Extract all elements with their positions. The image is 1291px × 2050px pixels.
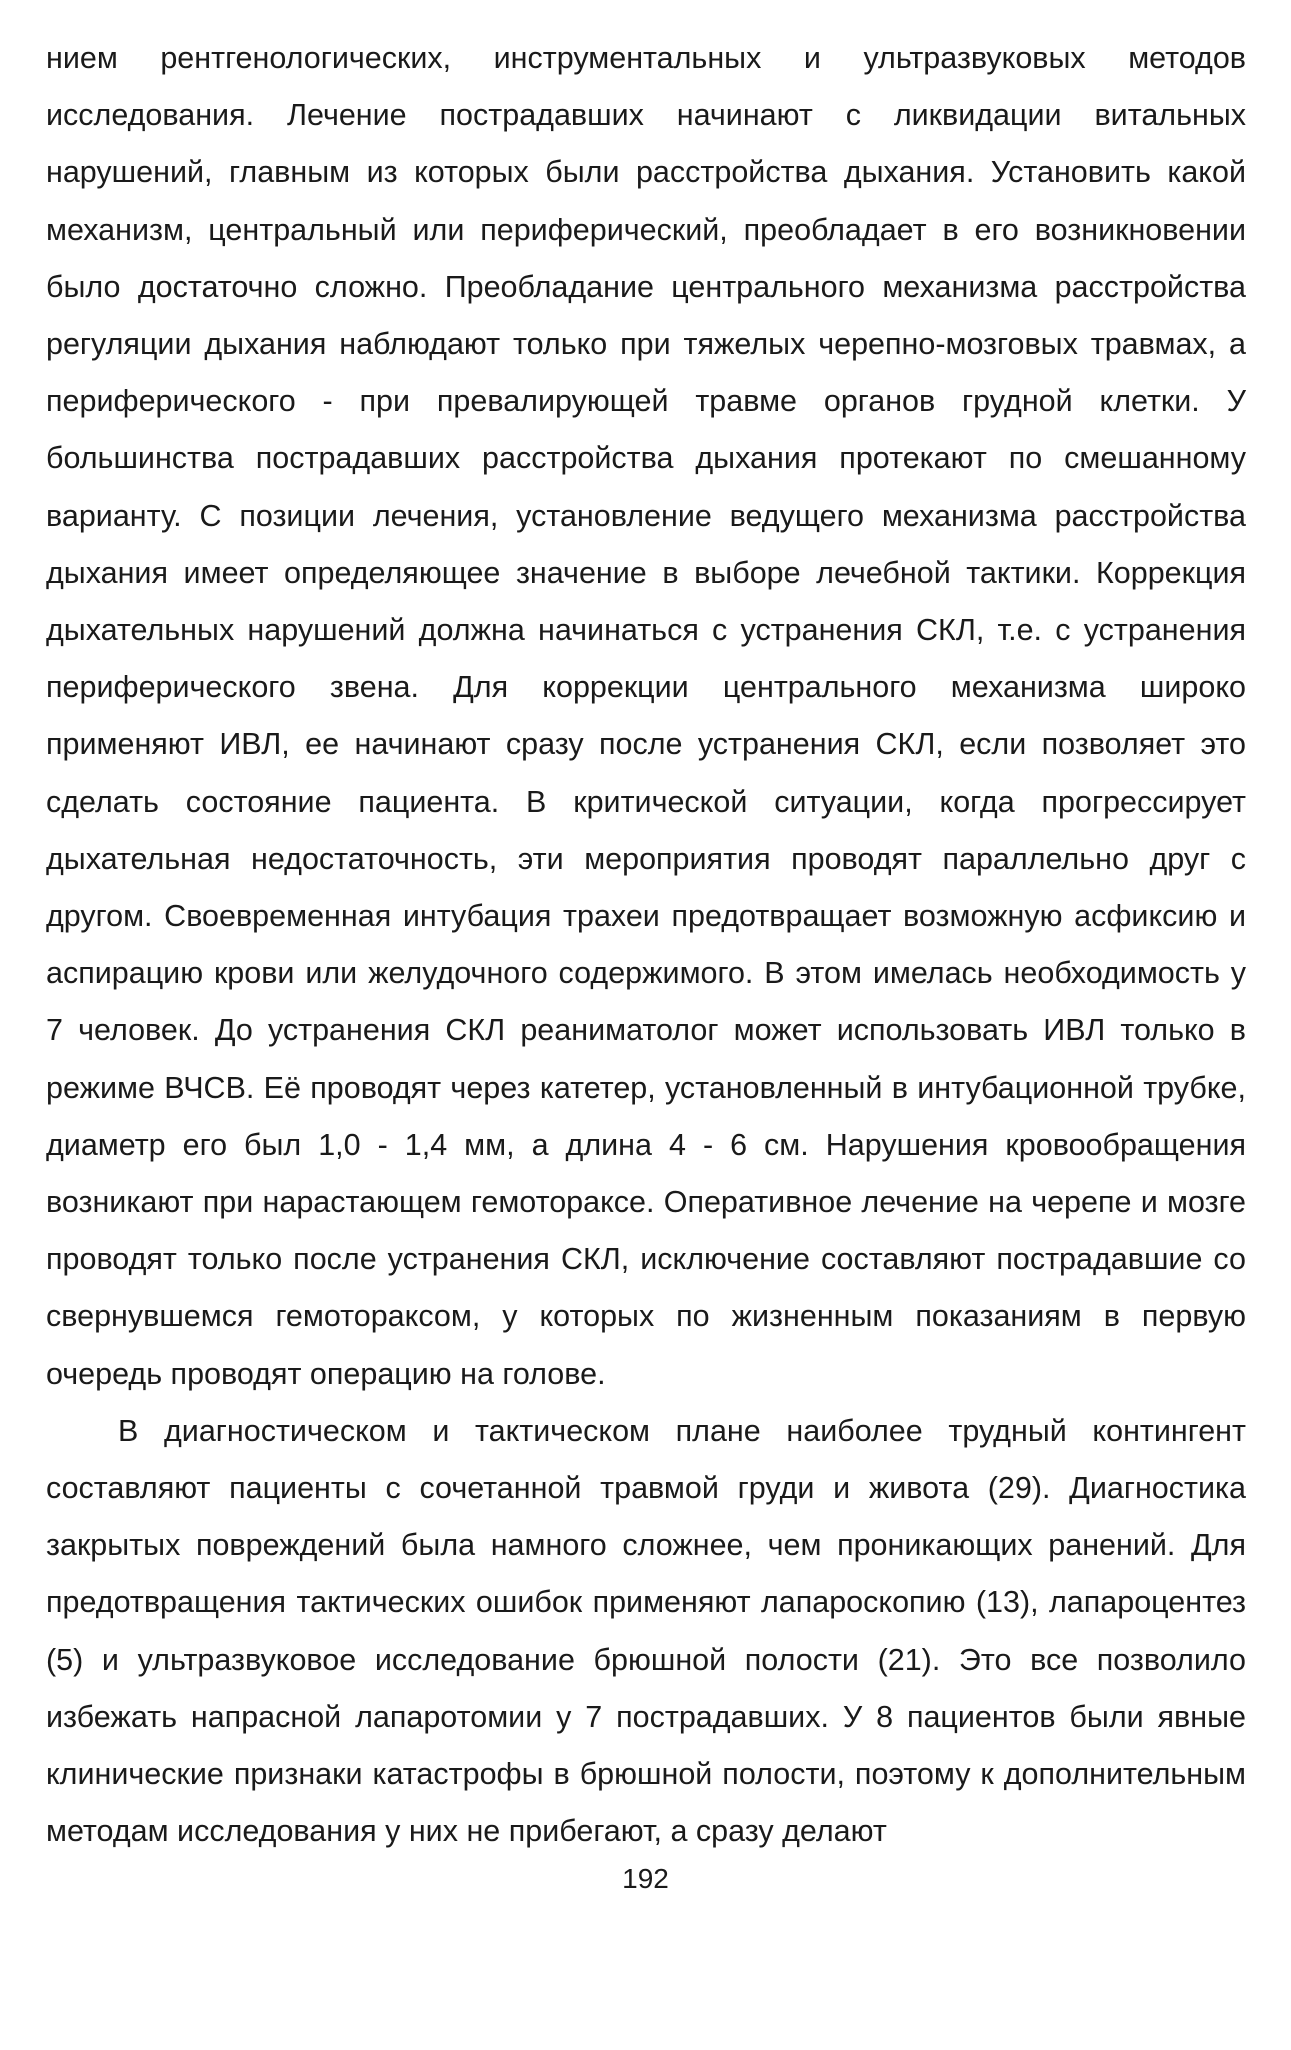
paragraph-1: нием рентгенологических, инструментальных и ультразвуковых методов исследования. Лечение пострадавших начинают с ликвидации витальных нарушений, главным из которых были расстройства дыхания. Установить какой механизм, центральный или периферический, преобладает в его возникновении было достаточно сложно. Преобладание центрального механизма расстройства регуляции дыхания наблюдают только при тяжелых черепно-мозговых травмах, а периферического - при превалирующей травме органов грудной клетки. У большинства пострадавших расстройства дыхания протекают по смешанному варианту. С позиции лечения, установление ведущего механизма расстройства дыхания имеет определяющее значение в выборе лечебной тактики. Коррекция дыхательных нарушений должна начинаться с устранения СКЛ, т.е. с устранения периферического звена. Для коррекции центрального механизма широко применяют ИВЛ, ее начинают сразу после устранения СКЛ, если позволяет это сделать состояние пациента. В критической ситуации, когда прогрессирует дыхательная недостаточность, эти мероприятия проводят параллельно друг с другом. Своевременная интубация трахеи предотвращает возможную асфиксию и аспирацию крови или желудочного содержимого. В этом имелась необходимость у 7 человек. До устранения СКЛ реаниматолог может использовать ИВЛ только в режиме ВЧСВ. Её проводят через катетер, установленный в интубационной трубке, диаметр его был 1,0 - 1,4 мм, а длина 4 - 6 см. Нарушения кровообращения возникают при нарастающем гемотораксе. Оперативное лечение на черепе и мозге проводят только после устранения СКЛ, исключение составляют пострадавшие со свернувшемся гемотораксом, у которых по жизненным показаниям в первую очередь проводят операцию на голове.	[46, 41, 1246, 1391]
document-page	[46, 30, 1246, 2030]
page-number: 192	[622, 1863, 669, 1894]
body-text	[46, 30, 1246, 1861]
paragraph-2: В диагностическом и тактическом плане наиболее трудный контингент составляют пациенты с сочетанной травмой груди и живота (29). Диагностика закрытых повреждений была намного сложнее, чем проникающих ранений. Для предотвращения тактических ошибок применяют лапароскопию (13), лапароцентез (5) и ультразвуковое исследование брюшной полости (21). Это все позволило избежать напрасной лапаротомии у 7 пострадавших. У 8 пациентов были явные клинические признаки катастрофы в брюшной полости, поэтому к дополнительным методам исследования у них не прибегают, а сразу делают	[46, 1413, 1246, 1849]
